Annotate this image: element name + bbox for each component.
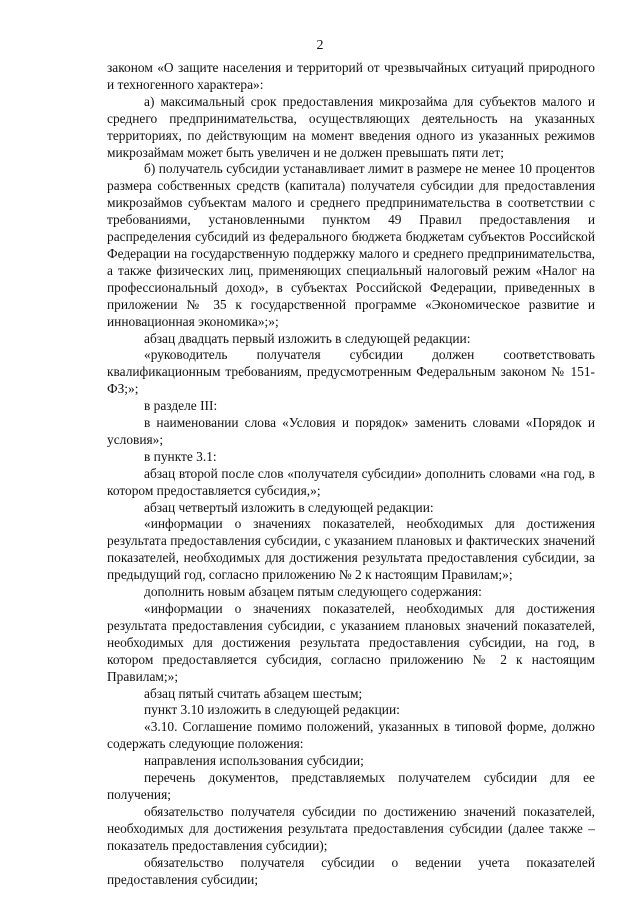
paragraph: «руководитель получателя субсидии должен соответствовать квалификационным требованиям, предусмотренным Федеральным законом № 151-ФЗ;»; (107, 347, 595, 397)
paragraph: абзац двадцать первый изложить в следующей редакции: (144, 330, 471, 346)
paragraph: дополнить новым абзацем пятым следующего содержания: (144, 584, 482, 600)
paragraph: «3.10. Соглашение помимо положений, указанных в типовой форме, должно содержать следующие положения: (107, 719, 595, 752)
paragraph: абзац второй после слов «получателя субсидии» дополнить словами «на год, в котором предоставляется субсидия,»; (107, 465, 595, 498)
paragraph: направления использования субсидии; (144, 753, 364, 769)
paragraph: абзац четвертый изложить в следующей редакции: (144, 499, 434, 515)
paragraph: пункт 3.10 изложить в следующей редакции: (144, 702, 400, 718)
page-number: 2 (316, 38, 324, 53)
paragraph: в пункте 3.1: (144, 448, 217, 464)
paragraph: «информации о значениях показателей, необходимых для достижения результата предоставления субсидии, с указанием плановых значений показателей, необходимых для достижения результата предоставления субсидии, на год, в котором предоставляется субсидия, согласно приложению № 2 к настоящим Правилам;»; (107, 601, 595, 684)
paragraph: обязательство получателя субсидии о ведении учета показателей предоставления субсидии; (107, 854, 595, 887)
paragraph: абзац пятый считать абзацем шестым; (144, 685, 363, 701)
paragraph: перечень документов, представляемых получателем субсидии для ее получения; (107, 770, 595, 802)
paragraph: а) максимальный срок предоставления микрозайма для субъектов малого и среднего предпринимательства, осуществляющих деятельность на указанных территориях, по действующим на момент введения одного из указанных режимов микрозаймам может быть увеличен и не должен превышать пяти лет; (107, 93, 595, 160)
paragraph: обязательство получателя субсидии по достижению значений показателей, необходимых для достижения результата предоставления субсидии (далее также – показатель предоставления субсидии); (107, 803, 595, 853)
paragraph: законом «О защите населения и территорий от чрезвычайных ситуаций природного и техногенного характера»: (107, 60, 595, 92)
paragraph: в наименовании слова «Условия и порядок» заменить словами «Порядок и условия»; (107, 415, 595, 447)
document-body (107, 60, 595, 888)
paragraph: б) получатель субсидии устанавливает лимит в размере не менее 10 процентов размера собственных средств (капитала) получателя субсидии для предоставления микрозаймов субъектам малого и среднего предпринимательства в соответствии с требованиями, установленными пунктом 49 Правил предоставления и распределения субсидий из федерального бюджета бюджетам субъектов Российской Федерации на государственную поддержку малого и среднего предпринимательства, а также физических лиц, применяющих специальный налоговый режим «Налог на профессиональный доход», в субъектах Российской Федерации, приведенных в приложении № 35 к государственной программе «Экономическое развитие и инновационная экономика»;»; (107, 161, 595, 329)
paragraph: в разделе III: (144, 398, 218, 414)
paragraph: «информации о значениях показателей, необходимых для достижения результата предоставления субсидии, с указанием плановых и фактических значений показателей, необходимых для достижения результата предоставления субсидии, за предыдущий год, согласно приложению № 2 к настоящим Правилам;»; (107, 516, 595, 583)
